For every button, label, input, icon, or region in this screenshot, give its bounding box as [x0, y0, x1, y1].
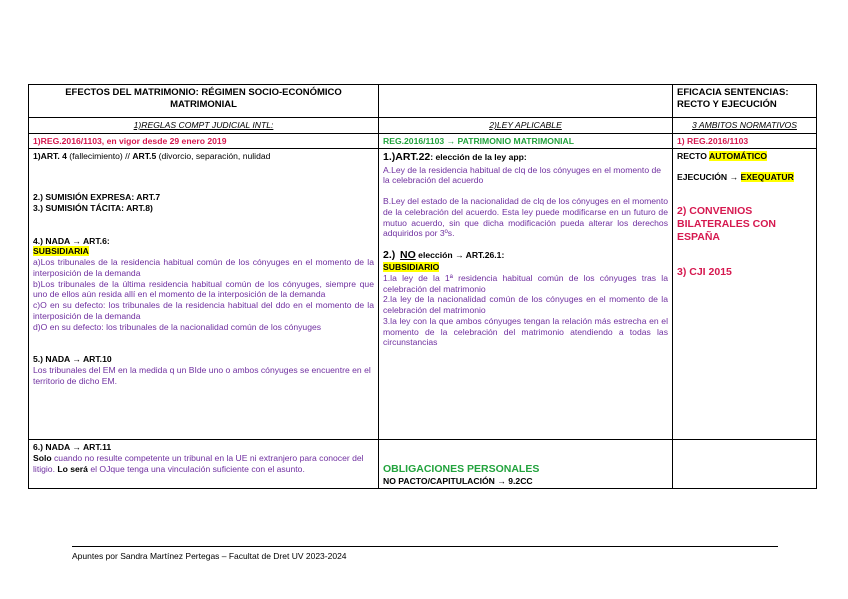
art26-3: 3.la ley con la que ambos cónyuges tengan la relación más estrecha en el momento de la celebración del matrimonio atendiendo a todas las circunstancias — [383, 315, 668, 348]
header-col3 — [673, 85, 817, 118]
header-col1 — [29, 85, 379, 118]
reg-patrimonio: REG.2016/1103 → PATRIMONIO MATRIMONIAL — [383, 135, 575, 146]
cji: 3) CJI 2015 — [677, 266, 732, 279]
reg-title: 1)REG.2016/1103, en vigor desde 29 enero 2019 — [33, 135, 227, 146]
recto-label: RECTO — [677, 151, 709, 162]
content-col1 — [29, 149, 379, 440]
last-row — [29, 440, 817, 489]
art26-2: 2.la ley de la nacionalidad común de los cónyuges en el momento de la celebración del matrimonio — [383, 294, 668, 316]
ejecucion-highlight: EXEQUATUR — [740, 172, 794, 183]
art22-text: : elección de la ley app: — [430, 152, 527, 163]
sumision-tacita: 3.) SUMISIÓN TÁCITA: ART.8) — [33, 202, 153, 213]
content-col2 — [379, 149, 673, 440]
header-row — [29, 85, 817, 118]
last-col3 — [673, 440, 817, 489]
content-row — [29, 149, 817, 440]
no-eleccion-text: elección → — [415, 250, 466, 260]
subheader-col1 — [29, 118, 379, 134]
nada-art11: 6.) NADA → ART.11 — [33, 442, 112, 453]
sumision-expresa: 2.) SUMISIÓN EXPRESA: ART.7 — [33, 192, 161, 203]
subheader-reglas: 1)REGLAS COMPT JUDICIAL INTL: — [133, 120, 274, 130]
art5-label: ART.5 — [132, 151, 157, 162]
art26-1: 1.la ley de la 1ª residencia habitual común de los cónyuges tras la celebración del matrimonio — [383, 272, 668, 294]
art6-d: d)O en su defecto: los tribunales de la nacionalidad común de los cónyuges — [33, 321, 322, 332]
art4-line — [33, 151, 374, 162]
subsidiario-badge: SUBSIDIARIO — [383, 262, 440, 273]
no-eleccion-no: NO — [400, 249, 416, 261]
art6-b: b)Los tribunales de la última residencia habitual común de los cónyuges, siempre que uno de ellos aún resida allí en el momento de la interposición de la demanda — [33, 278, 374, 300]
art22-b: B.Ley del estado de la nacionalidad de clq de los cónyuges en el momento de la celebración del acuerdo. Esta ley puede modificarse en un futuro de mutuo acuerdo, sin que dicha modificación pueda alterar los derechos adquiridos por 3ºs. — [383, 196, 668, 239]
nada-art10: 5.) NADA → ART.10 — [33, 354, 112, 365]
footer-divider — [72, 546, 778, 547]
rowtitle-col1 — [29, 133, 379, 149]
header-eficacia: EFICACIA SENTENCIAS: RECTO Y EJECUCIÓN — [677, 87, 789, 110]
rowtitle-row — [29, 133, 817, 149]
no-eleccion-colon: : — [501, 250, 505, 260]
recto-line — [677, 151, 812, 162]
last-col1 — [29, 440, 379, 489]
no-eleccion-num: 2.) — [383, 249, 396, 261]
subheader-col3 — [673, 118, 817, 134]
art11-solo: Solo — [33, 453, 52, 464]
ejecucion-line — [677, 172, 812, 183]
art11-lo-sera: Lo será — [57, 463, 88, 474]
art4-label: 1)ART. 4 — [33, 151, 67, 162]
art22-label: 1.)ART.22 — [383, 151, 431, 164]
footer-text: Apuntes por Sandra Martínez Pertegas – Facultat de Dret UV 2023-2024 — [72, 551, 347, 561]
subheader-ley: 2)LEY APLICABLE — [489, 120, 562, 130]
art6-a: a)Los tribunales de la residencia habitual común de los cónyuges en el momento de la interposición de la demanda — [33, 257, 374, 278]
content-col3 — [673, 149, 817, 440]
reg-col3: 1) REG.2016/1103 — [677, 135, 749, 146]
header-col2 — [379, 85, 673, 118]
art22-a: A.Ley de la residencia habitual de clq de los cónyuges en el momento de la celebración del acuerdo — [383, 164, 662, 186]
subsidiaria-badge: SUBSIDIARIA — [33, 246, 89, 257]
art10-text: Los tribunales del EM en la medida q un BIde uno o ambos cónyuges se encuentre en el territorio de dicho EM. — [33, 365, 371, 386]
last-col2 — [379, 440, 673, 489]
subheader-row — [29, 118, 817, 134]
recto-highlight: AUTOMÁTICO — [709, 151, 768, 162]
art22-line — [383, 151, 668, 164]
rowtitle-col2 — [379, 133, 673, 149]
summary-table — [28, 84, 817, 489]
no-pacto: NO PACTO/CAPITULACIÓN → 9.2CC — [383, 475, 533, 486]
art11-text — [33, 453, 374, 474]
art26-label: ART.26.1 — [465, 250, 502, 260]
nada-art6: 4.) NADA → ART.6: — [33, 235, 110, 246]
no-eleccion-line — [383, 249, 668, 262]
rowtitle-col3 — [673, 133, 817, 149]
art4-text1: (fallecimiento) // — [66, 151, 133, 162]
art11-part4: el OJque tenga una vinculación suficiente con el asunto. — [87, 463, 305, 474]
subheader-col2 — [379, 118, 673, 134]
art6-c: c)O en su defecto: los tribunales de la residencia habitual del ddo en el momento de la interposición de la demanda — [33, 300, 374, 321]
header-title: EFECTOS DEL MATRIMONIO: RÉGIMEN SOCIO-ECONÓMICO MATRIMONIAL — [65, 87, 342, 110]
ejecucion-label: EJECUCIÓN → — [677, 172, 741, 183]
obligaciones-personales: OBLIGACIONES PERSONALES — [383, 462, 540, 475]
convenios: 2) CONVENIOS BILATERALES CON ESPAÑA — [677, 204, 776, 244]
art5-text: (divorcio, separación, nulidad — [156, 151, 271, 162]
art11-part2: cuando no resulte competente un tribunal en la UE ni extranjero para conocer del litigio. — [33, 453, 364, 474]
subheader-ambitos: 3 AMBITOS NORMATIVOS — [692, 120, 797, 130]
